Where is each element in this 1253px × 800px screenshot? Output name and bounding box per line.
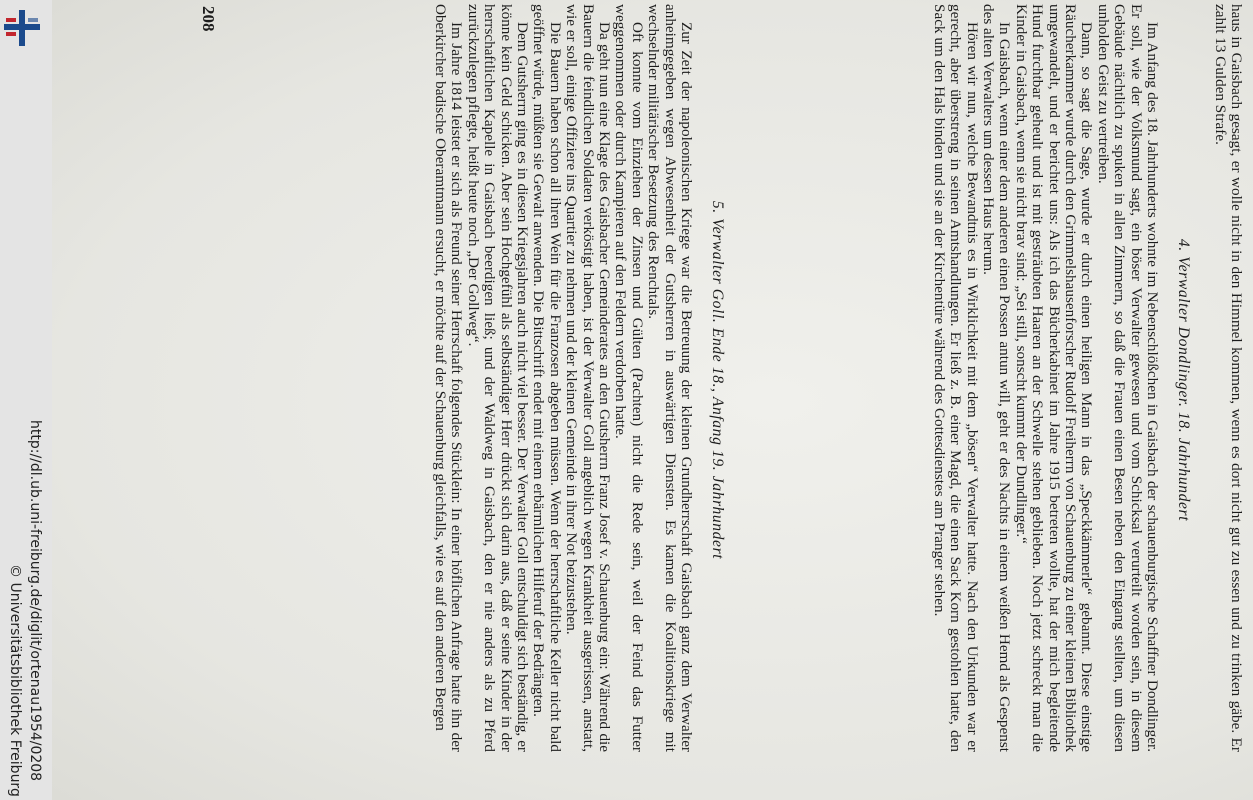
- paragraph: Da geht nun eine Klage des Gaisbacher Gemeinderates an den Gutsherrn Franz Josef v. Schauenburg ein: Während die Bauern die feindlichen Soldaten verköstigt haben, ist der Verwalter Goll angeblich wegen Krankheit ausgerissen, anstatt, wie er soll, einige Offiziere ins Quartier zu nehmen und der kleinen Gemeinde in ihrer Not beizustehen.: [563, 4, 613, 752]
- scanned-page: [52, 0, 1253, 800]
- paragraph: Die Bauern haben schon all ihren Wein für die Franzosen abgeben müssen. Wenn der herrschaftliche Keller nicht bald geöffnet würde, müßten sie Gewalt anwenden. Die Bittschrift endet mit einem erbärmlichen Hilferuf der Bedrängten.: [530, 4, 564, 752]
- section-4-body: [930, 4, 1160, 752]
- intro-paragraph-block: [1211, 4, 1244, 752]
- paragraph: Dann, so sagt die Sage, wurde er durch einen heiligen Mann in das „Speckkämmerle“ gebannt. Diese einstige Räucherkammer wurde durch den Grimmelshausenforscher Rudolf Freiherrn von Schauenburg zu einer kleinen Bibliothek umgewandelt, und er berichtet uns: Als ich das Bücherkabinet im Jahre 1915 betreten wollte, hat der mich begleitende Hund furchtbar geheult und ist mit gesträubten Haaren an der Schwelle stehen geblieben. Noch jetzt schreckt man die Kinder in Gaisbach, wenn sie nicht brav sind: „Sei still, sonscht kummt der Dundlinger.“: [1012, 4, 1096, 752]
- section-5-heading: 5. Verwalter Goll. Ende 18., Anfang 19. Jahrhundert: [709, 200, 726, 560]
- paragraph: Im Jahre 1814 leistet er sich als Freund seiner Herrschaft folgendes Stücklein: In einer höflichen Anfrage hatte ihn der Oberkircher badische Oberamtmann ersucht, er möchte auf der Schauenburg gleichfalls, wie es auf den anderen Bergen: [431, 4, 466, 752]
- viewer-sidebar: [0, 0, 52, 800]
- paragraph: Im Anfang des 18. Jahrhunderts wohnte im Nebenschlößchen in Gaisbach der schauenburgische Schaffner Dondlinger. Er soll, wie der Volksmund sagt, ein böser Verwalter gewesen und vom Schicksal verurteilt worden sein, in diesem Gebäude nächtlich zu spuken in allen Zimmern, so daß die Frauen einen Besen neben den Eingang stellten, um diesen unholden Geist zu vertreiben.: [1094, 4, 1161, 752]
- paragraph: Oft konnte vom Einziehen der Zinsen und Gülten (Pachten) nicht die Rede sein, weil der Feind das Futter weggenommen oder durch Kampieren auf den Feldern verdorben hatte.: [612, 4, 646, 752]
- intro-paragraph: haus in Gaisbach gesagt, er wolle nicht in den Himmel kommen, wenn es dort nicht gut zu essen und zu trinken gäbe. Er zahlt 13 Gulden Strafe.: [1211, 4, 1245, 752]
- paragraph: Zur Zeit der napoleonischen Kriege war die Betreuung der kleinen Grundherrschaft Gaisbach ganz dem Verwalter anheimgegeben wegen Abwesenheit der Gutsherren in auswärtigen Diensten. Es kamen die Koalitionskriege mit wechselnder militärischer Besetzung des Renchtals.: [645, 4, 695, 752]
- rotated-page-content: [170, 0, 1250, 790]
- copyright-notice: © Universitätsbibliothek Freiburg: [7, 564, 23, 797]
- ub-freiburg-logo-icon[interactable]: [2, 8, 42, 48]
- permalink-url[interactable]: http://dl.ub.uni-freiburg.de/diglit/ortenau1954/0208: [27, 420, 43, 782]
- paragraph: Hören wir nun, welche Bewandtnis es in Wirklichkeit mit dem „bösen“ Verwalter hatte. Nach den Urkunden war er gerecht, aber überstreng in seinen Amtshandlungen. Er ließ z. B. einer Magd, die einen Sack Korn gestohlen hatte, den Sack um den Hals binden und sie an der Kirchentüre während des Gottesdienstes am Pranger stehen.: [930, 4, 981, 752]
- paragraph: Dem Gutsherrn ging es in diesen Kriegsjahren auch nicht viel besser. Der Verwalter Goll entschuldigt sich beständig, er könne kein Geld schicken. Aber sein Hochgefühl als selbständiger Herr drückt sich darin aus, daß er seine Kinder in der herrschaftlichen Kapelle in Gaisbach beerdigen ließ; und der Waldweg in Gaisbach, den er nie anders als zu Pferd zurückzulegen pflegte, heißt heute noch „Der Gollweg“.: [464, 4, 531, 752]
- page-number: 208: [199, 6, 218, 32]
- section-4-heading: 4. Verwalter Dondlinger. 18. Jahrhundert: [1175, 238, 1192, 522]
- section-5-body: [432, 4, 695, 752]
- paragraph: In Gaisbach, wenn einer dem anderen einen Possen antun will, geht er des Nachts in einem weißen Hemd als Gespenst des alten Verwalters um dessen Haus herum.: [979, 4, 1014, 752]
